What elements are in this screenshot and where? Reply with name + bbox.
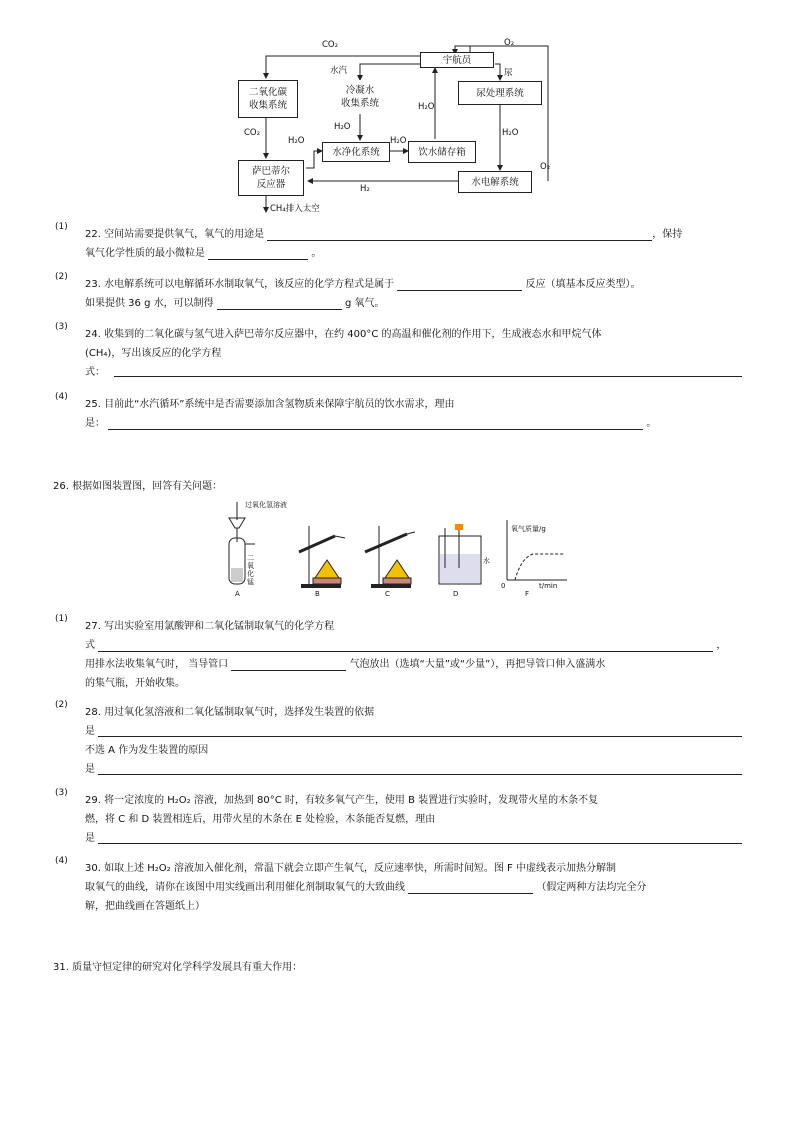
electrolysis-box: 水电解系统 xyxy=(458,171,532,193)
q30-line-3: 解，把曲线画在答题纸上） xyxy=(85,901,205,912)
q29-answer-line[interactable] xyxy=(98,843,742,844)
q24-answer-line[interactable] xyxy=(114,376,742,377)
q27-text-3-end: 气泡放出（选填“大量”或“少量”），再把导管口伸入盛满水 xyxy=(349,659,606,670)
label-h2o-condense: H₂O xyxy=(334,122,351,132)
q27-text-2: 式 xyxy=(85,640,95,651)
q25-line-1: 25. 目前此“水汽循环”系统中是否需要添加含氢物质来保障宇航员的饮水需求，理由 xyxy=(85,399,455,410)
label-h2o-sabatier: H₂O xyxy=(288,136,305,146)
q30-part-number: (4) xyxy=(55,856,68,866)
q22-part-number: (1) xyxy=(55,222,68,232)
q23-text-1: 23. 水电解系统可以电解循环水制取氧气，该反应的化学方程式是属于 xyxy=(85,279,395,290)
co2-collect-box: 二氧化碳 收集系统 xyxy=(238,80,298,118)
apparatus-label-f: F xyxy=(525,590,530,598)
graph-f-xlabel: t/min xyxy=(539,582,558,590)
q23-text-1-end: 反应（填基本反应类型）。 xyxy=(525,279,641,290)
q22-answer-blank-1[interactable] xyxy=(267,229,652,241)
astronaut-box: 宇航员 xyxy=(420,52,494,68)
q25-text-2-end: 。 xyxy=(646,418,657,429)
label-vapor: 水汽 xyxy=(330,66,348,76)
q28-line-2: 是 xyxy=(85,726,95,737)
q22-text-1: 22. 空间站需要提供氧气，氧气的用途是 xyxy=(85,229,265,240)
q28-line-1: 28. 用过氧化氢溶液和二氧化锰制取氧气时，选择发生装置的依据 xyxy=(85,707,375,718)
q27-text-3: 用排水法收集氧气时， 当导管口 xyxy=(85,659,229,670)
q27-line-4: 的集气瓶，开始收集。 xyxy=(85,678,185,689)
q22-text-2-end: 。 xyxy=(311,248,322,259)
q23-part-number: (2) xyxy=(55,272,68,282)
q28-line-4: 是 xyxy=(85,764,95,775)
apparatus-label-a: A xyxy=(235,590,240,598)
q27-answer-blank-1[interactable] xyxy=(98,640,713,652)
q27-line-2 xyxy=(85,639,726,652)
q27-part-number: (1) xyxy=(55,614,68,624)
label-co2-top: CO₂ xyxy=(322,40,339,50)
q24-part-number: (3) xyxy=(55,322,68,332)
apparatus-figure xyxy=(215,498,575,598)
q24-line-2: (CH₄)，写出该反应的化学方程 xyxy=(85,348,222,359)
q23-answer-blank-1[interactable] xyxy=(397,279,522,291)
q25-line-2 xyxy=(85,417,656,430)
label-h2: H₂ xyxy=(360,184,370,194)
q28-answer-line-1[interactable] xyxy=(98,736,742,737)
storage-box: 饮水储存箱 xyxy=(408,141,476,163)
q24-line-3: 式： xyxy=(85,367,105,378)
q22-answer-blank-2[interactable] xyxy=(208,248,308,260)
apparatus-a-top-label: 过氧化氢溶液 xyxy=(245,501,287,509)
label-urine: 尿 xyxy=(504,68,513,78)
condense-box: 冷凝水 收集系统 xyxy=(330,80,390,114)
q22-text-2: 氧气化学性质的最小微粒是 xyxy=(85,248,205,259)
q29-line-2: 燃，将 C 和 D 装置相连后，用带火星的木条在 E 处检验，木条能否复燃，理由 xyxy=(85,814,436,825)
q27-line-3 xyxy=(85,658,605,671)
graph-f-origin: 0 xyxy=(501,582,506,590)
label-co2-mid: CO₂ xyxy=(244,128,261,138)
flow-diagram xyxy=(230,36,570,216)
q28-answer-line-2[interactable] xyxy=(98,774,742,775)
apparatus-label-b: B xyxy=(315,590,320,598)
label-h2o-storage: H₂O xyxy=(418,102,435,112)
label-h2o-urine: H₂O xyxy=(502,128,519,138)
q27-answer-blank-2[interactable] xyxy=(231,659,346,671)
q25-part-number: (4) xyxy=(55,392,68,402)
q23-line-1 xyxy=(85,278,640,291)
apparatus-label-c: C xyxy=(385,590,390,598)
purify-box: 水净化系统 xyxy=(322,142,390,162)
q22-text-1-end: ，保持 xyxy=(652,229,683,240)
q30-answer-blank[interactable] xyxy=(408,882,533,894)
q23-answer-blank-2[interactable] xyxy=(217,298,342,310)
q30-line-1: 30. 如取上述 H₂O₂ 溶液加入催化剂，常温下就会立即产生氧气，反应速率快，所需时间短。图 F 中虚线表示加热分解制 xyxy=(85,863,616,874)
label-o2-top: O₂ xyxy=(504,38,515,48)
q30-line-2 xyxy=(85,881,646,894)
sabatier-box: 萨巴蒂尔 反应器 xyxy=(238,160,304,196)
q28-line-3: 不选 A 作为发生装置的原因 xyxy=(85,745,209,756)
q27-text-2-end: ， xyxy=(716,640,727,651)
graph-f-ylabel: 氧气质量/g xyxy=(511,525,546,533)
apparatus-label-d: D xyxy=(453,590,459,598)
q29-line-1: 29. 将一定浓度的 H₂O₂ 溶液，加热到 80°C 时，有较多氧气产生，使用 B 装置进行实验时，发现带火星的木条不复 xyxy=(85,795,599,806)
q23-text-2: 如果提供 36 g 水，可以制得 xyxy=(85,298,214,309)
q25-answer-blank[interactable] xyxy=(108,418,643,430)
q24-line-1: 24. 收集到的二氧化碳与氢气进入萨巴蒂尔反应器中，在约 400°C 的高温和催化剂的作用下，生成液态水和甲烷气体 xyxy=(85,329,602,340)
q25-text-2: 是： xyxy=(85,418,105,429)
q27-line-1: 27. 写出实验室用氯酸钾和二氧化锰制取氧气的化学方程 xyxy=(85,621,335,632)
label-h2o-purify: H₂O xyxy=(390,136,407,146)
urine-system-box: 尿处理系统 xyxy=(458,81,542,105)
label-ch4-out: CH₄排入太空 xyxy=(270,204,320,214)
apparatus-d-label: 水 xyxy=(483,557,490,565)
q23-line-2 xyxy=(85,297,385,310)
apparatus-drawing xyxy=(215,498,575,598)
q29-line-3: 是 xyxy=(85,833,95,844)
q26-title: 26. 根据如图装置图，回答有关问题： xyxy=(53,481,223,492)
q30-text-2-end: （假定两种方法均完全分 xyxy=(536,882,647,893)
q22-line-2 xyxy=(85,247,321,260)
label-o2-right: O₂ xyxy=(540,162,551,172)
apparatus-a-side-label: 二氧化锰 xyxy=(247,554,254,586)
q30-text-2: 取氧气的曲线，请你在该图中用实线画出利用催化剂制取氧气的大致曲线 xyxy=(85,882,405,893)
q23-text-2-end: g 氧气。 xyxy=(344,298,385,309)
q31-title: 31. 质量守恒定律的研究对化学科学发展具有重大作用： xyxy=(53,962,303,973)
q22-line-1 xyxy=(85,228,682,241)
q28-part-number: (2) xyxy=(55,700,68,710)
q29-part-number: (3) xyxy=(55,788,68,798)
